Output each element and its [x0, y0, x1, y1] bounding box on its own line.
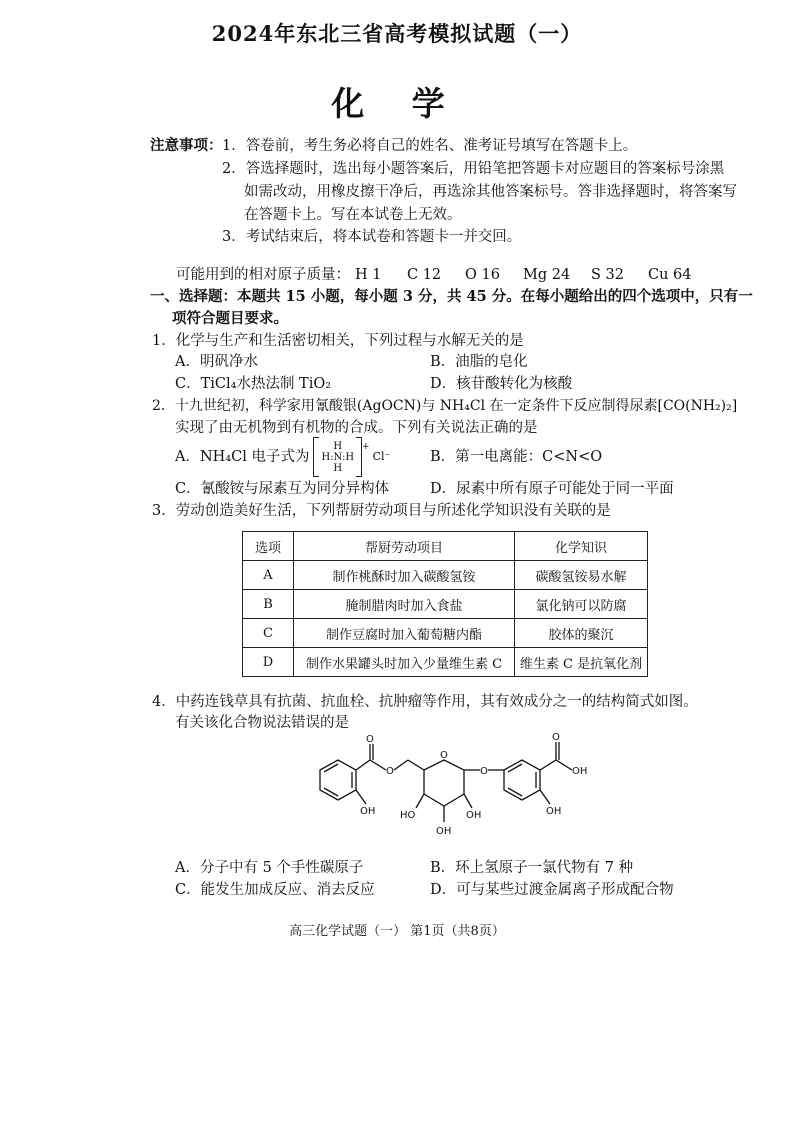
notes-label: 注意事项： — [150, 137, 223, 154]
q1-option-d: D．核苷酸转化为核酸 — [430, 376, 573, 392]
table-row — [243, 561, 648, 590]
ester-o-label: O — [386, 766, 394, 777]
table-row — [243, 619, 648, 648]
notes-item-2-line3: 在答题卡上。写在本试卷上无效。 — [244, 207, 462, 223]
left-bracket — [313, 437, 319, 477]
q2-option-b: B．第一电离能：C<N<O — [430, 449, 603, 465]
sugar-ring — [424, 760, 464, 806]
lewis-h-top: H — [333, 440, 343, 452]
atomic-mass-cu: Cu 64 — [648, 267, 692, 283]
atomic-mass-o: O 16 — [465, 267, 500, 283]
table-cell: A — [243, 561, 294, 590]
lewis-h-bottom: H — [333, 462, 343, 474]
chloride-ion: Cl⁻ — [372, 450, 391, 463]
notes-item-1: 1．答卷前，考生务必将自己的姓名、准考证号填写在答题卡上。 — [222, 138, 638, 154]
table-cell: D — [243, 648, 294, 677]
sugar-oh-1: HO — [400, 810, 416, 821]
q1-option-a: A．明矾净水 — [175, 354, 258, 370]
table-cell: 氯化钠可以防腐 — [515, 590, 648, 619]
nh4-lewis-structure — [313, 437, 390, 477]
glycoside-o-label: O — [480, 766, 488, 777]
notes-item-2-line2: 如需改动，用橡皮擦干净后，再选涂其他答案标号。答非选择题时，将答案写 — [244, 184, 737, 200]
carbonyl-o-label: O — [366, 734, 374, 745]
q3-stem: 3．劳动创造美好生活，下列帮厨劳动项目与所述化学知识没有关联的是 — [152, 503, 611, 519]
acid-o-label: O — [552, 732, 560, 743]
table-cell: 胶体的聚沉 — [515, 619, 648, 648]
q2-option-a-text: A．NH₄Cl 电子式为 — [175, 449, 310, 465]
q2-stem-line1: 2．十九世纪初，科学家用氰酸银(AgOCN)与 NH₄Cl 在一定条件下反应制得尿素[CO(NH₂)₂] — [152, 398, 738, 414]
table-cell: 腌制腊肉时加入食盐 — [294, 590, 515, 619]
notes-item-3: 3．考试结束后，将本试卷和答题卡一并交回。 — [222, 229, 522, 245]
atomic-mass-s: S 32 — [591, 267, 624, 283]
table-header-cell: 选项 — [243, 532, 294, 561]
q1-stem: 1．化学与生产和生活密切相关，下列过程与水解无关的是 — [152, 333, 524, 349]
lewis-dot — [321, 441, 354, 474]
q4-option-a: A．分子中有 5 个手性碳原子 — [175, 860, 364, 876]
atomic-mass-h: H 1 — [355, 267, 382, 283]
table-cell: 制作桃酥时加入碳酸氢铵 — [294, 561, 515, 590]
q2-option-d: D．尿素中所有原子可能处于同一平面 — [430, 481, 674, 497]
q3-table — [242, 531, 648, 677]
table-cell: 制作水果罐头时加入少量维生素 C — [294, 648, 515, 677]
table-header-cell: 帮厨劳动项目 — [294, 532, 515, 561]
table-cell: 碳酸氢铵易水解 — [515, 561, 648, 590]
sugar-oh-2: OH — [436, 826, 452, 837]
q4-structure-diagram — [290, 732, 620, 852]
ring-o-label: O — [440, 750, 448, 761]
section-1-heading: 一、选择题：本题共 15 小题，每小题 3 分，共 45 分。在每小题给出的四个选项中，只有一 — [150, 288, 753, 305]
q2-option-a — [175, 437, 390, 477]
sugar-oh-3: OH — [466, 810, 482, 821]
q4-option-c: C．能发生加成反应、消去反应 — [175, 882, 375, 898]
q1-option-c: C．TiCl₄水热法制 TiO₂ — [175, 376, 332, 392]
notes-item-2-line1: 2．答选择题时，选出每小题答案后，用铅笔把答题卡对应题目的答案标号涂黑 — [222, 161, 725, 177]
lewis-charge: + — [362, 442, 370, 452]
table-cell: B — [243, 590, 294, 619]
q4-option-d: D．可与某些过渡金属离子形成配合物 — [430, 882, 674, 898]
q4-stem-line2: 有关该化合物说法错误的是 — [175, 715, 349, 731]
acid-oh: OH — [572, 766, 588, 777]
q2-stem-line2: 实现了由无机物到有机物的合成。下列有关说法正确的是 — [175, 420, 538, 436]
left-benzene-ring — [320, 760, 356, 800]
section-1-heading-line2: 项符合题目要求。 — [172, 310, 288, 327]
exam-title: 2024年东北三省高考模拟试题（一） — [211, 21, 583, 46]
subject-title: 化 学 — [331, 84, 463, 123]
atomic-mass-label: 可能用到的相对原子质量： — [176, 267, 350, 283]
q2-option-c: C．氰酸铵与尿素互为同分异构体 — [175, 481, 390, 497]
table-cell: 维生素 C 是抗氧化剂 — [515, 648, 648, 677]
atomic-mass-c: C 12 — [407, 267, 442, 283]
right-benzene-ring — [504, 760, 540, 800]
table-row — [243, 648, 648, 677]
page-footer: 高三化学试题（一） 第1页（共8页） — [289, 924, 505, 939]
phenol-oh-right: OH — [546, 806, 562, 817]
table-cell: C — [243, 619, 294, 648]
phenol-oh-left: OH — [360, 806, 376, 817]
table-header-row — [243, 532, 648, 561]
table-header-cell: 化学知识 — [515, 532, 648, 561]
atomic-mass-mg: Mg 24 — [523, 267, 571, 283]
table-cell: 制作豆腐时加入葡萄糖内酯 — [294, 619, 515, 648]
table-row — [243, 590, 648, 619]
lewis-mid: H:N:H — [321, 451, 355, 463]
q4-option-b: B．环上氢原子一氯代物有 7 种 — [430, 860, 634, 876]
q1-option-b: B．油脂的皂化 — [430, 354, 528, 370]
q4-stem-line1: 4．中药连钱草具有抗菌、抗血栓、抗肿瘤等作用，其有效成分之一的结构简式如图。 — [152, 694, 698, 710]
